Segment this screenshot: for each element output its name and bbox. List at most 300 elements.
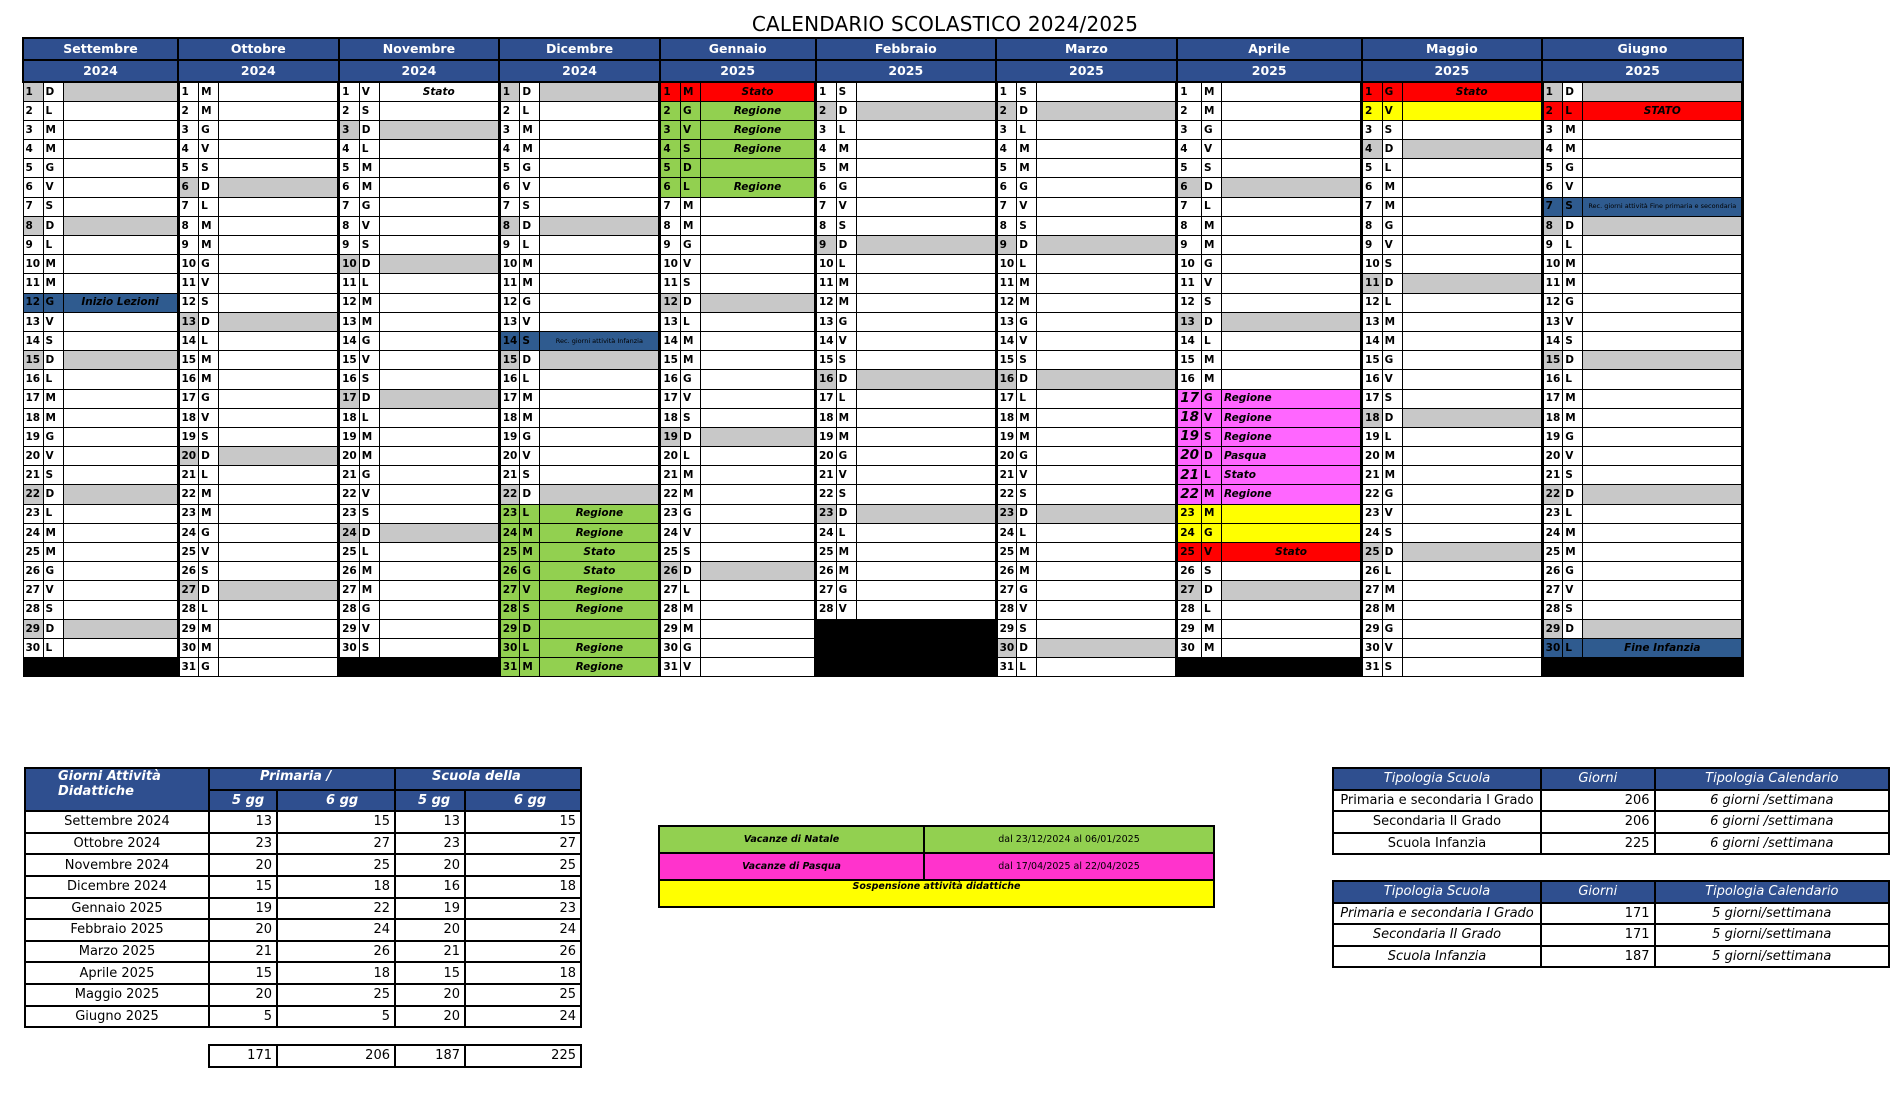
- day-number: 26: [1362, 562, 1383, 581]
- day-note: [1037, 485, 1177, 504]
- weekday-letter: M: [1202, 370, 1222, 389]
- day-note: [1583, 389, 1743, 408]
- weekday-letter: L: [1382, 562, 1402, 581]
- day-number: 17: [1542, 389, 1563, 408]
- day-note: [856, 216, 996, 235]
- day-note: [1402, 370, 1542, 389]
- day-note: [1583, 82, 1743, 101]
- day-number: 9: [996, 236, 1017, 255]
- day-note: [540, 178, 660, 197]
- day-number: 19: [499, 427, 520, 446]
- day-note: [219, 216, 339, 235]
- weekday-letter: G: [1563, 427, 1583, 446]
- day-note: [1583, 236, 1743, 255]
- weekday-letter: S: [520, 197, 540, 216]
- day-number: 20: [996, 447, 1017, 466]
- weekday-letter: M: [359, 159, 379, 178]
- weekday-letter: L: [1202, 466, 1222, 485]
- day-note: [219, 351, 339, 370]
- weekday-letter: L: [681, 581, 701, 600]
- day-number: 22: [178, 485, 199, 504]
- weekday-letter: L: [520, 370, 540, 389]
- day-note: [63, 638, 178, 657]
- day-number: 1: [1177, 82, 1202, 101]
- day-number: 16: [178, 370, 199, 389]
- month-year: 2024: [339, 60, 500, 82]
- day-note: [379, 255, 499, 274]
- weekday-letter: D: [1563, 351, 1583, 370]
- day-note: [379, 619, 499, 638]
- day-note: [540, 216, 660, 235]
- day-note: [856, 485, 996, 504]
- day-note: [1583, 120, 1743, 139]
- table-row: [25, 833, 581, 855]
- day-number: 7: [816, 197, 837, 216]
- weekday-letter: L: [1017, 389, 1037, 408]
- weekday-letter: G: [1202, 255, 1222, 274]
- weekday-letter: V: [681, 523, 701, 542]
- tipologia-cell: 225: [1541, 833, 1655, 855]
- day-note: [379, 274, 499, 293]
- weekday-letter: G: [43, 562, 63, 581]
- weekday-letter: M: [199, 351, 219, 370]
- weekday-letter: S: [359, 101, 379, 120]
- day-number: 31: [1362, 658, 1383, 677]
- weekday-letter: D: [836, 504, 856, 523]
- weekday-letter: M: [43, 274, 63, 293]
- calendar-row: [23, 427, 1743, 446]
- table-row: [25, 898, 581, 920]
- day-note: [1583, 600, 1743, 619]
- day-note: [1402, 581, 1542, 600]
- weekday-letter: M: [836, 274, 856, 293]
- weekday-letter: D: [199, 312, 219, 331]
- day-number: 1: [178, 82, 199, 101]
- weekday-letter: M: [1202, 216, 1222, 235]
- day-note: [63, 140, 178, 159]
- weekday-letter: S: [681, 140, 701, 159]
- day-note: [63, 447, 178, 466]
- empty-cell: [856, 658, 996, 677]
- day-note: [1222, 101, 1362, 120]
- day-number: 18: [499, 408, 520, 427]
- calendar-row: [23, 140, 1743, 159]
- weekday-letter: G: [681, 236, 701, 255]
- day-count: 27: [277, 833, 395, 855]
- day-number: 12: [499, 293, 520, 312]
- day-number: 25: [996, 543, 1017, 562]
- weekday-letter: M: [199, 485, 219, 504]
- weekday-letter: M: [1202, 485, 1222, 504]
- weekday-letter: V: [681, 255, 701, 274]
- day-note: [63, 485, 178, 504]
- day-note: [379, 293, 499, 312]
- tipologia-cell: Secondaria II Grado: [1333, 811, 1541, 833]
- weekday-letter: S: [1382, 255, 1402, 274]
- day-count: 13: [209, 811, 277, 833]
- weekday-letter: G: [520, 427, 540, 446]
- day-note: [1402, 638, 1542, 657]
- weekday-letter: D: [199, 447, 219, 466]
- empty-cell: [1542, 658, 1563, 677]
- calendar-row: [23, 255, 1743, 274]
- empty-cell: [856, 619, 996, 638]
- weekday-letter: V: [1563, 312, 1583, 331]
- day-note: [63, 389, 178, 408]
- day-number: 2: [339, 101, 360, 120]
- legend-table: [658, 825, 1215, 908]
- day-note: Stato: [379, 82, 499, 101]
- weekday-letter: M: [199, 216, 219, 235]
- day-note: [1037, 543, 1177, 562]
- weekday-letter: M: [520, 274, 540, 293]
- weekday-letter: S: [836, 351, 856, 370]
- day-note: [1037, 255, 1177, 274]
- day-number: 16: [1177, 370, 1202, 389]
- day-note: [1037, 581, 1177, 600]
- weekday-letter: V: [681, 120, 701, 139]
- day-note: [1402, 255, 1542, 274]
- day-number: 25: [178, 543, 199, 562]
- day-number: 4: [23, 140, 43, 159]
- day-note: [701, 159, 816, 178]
- day-number: 19: [1542, 427, 1563, 446]
- weekday-letter: G: [836, 178, 856, 197]
- day-count: 25: [277, 854, 395, 876]
- weekday-letter: L: [359, 274, 379, 293]
- day-number: 7: [660, 197, 681, 216]
- day-number: 2: [1542, 101, 1563, 120]
- day-number: 21: [499, 466, 520, 485]
- weekday-letter: S: [1563, 600, 1583, 619]
- day-note: [1402, 543, 1542, 562]
- day-number: 11: [23, 274, 43, 293]
- day-note: [1037, 274, 1177, 293]
- weekday-letter: L: [520, 236, 540, 255]
- weekday-letter: D: [43, 485, 63, 504]
- day-number: 29: [1542, 619, 1563, 638]
- day-note: [1583, 331, 1743, 350]
- weekday-letter: G: [359, 600, 379, 619]
- day-number: 25: [499, 543, 520, 562]
- weekday-letter: S: [1017, 216, 1037, 235]
- day-number: 15: [1177, 351, 1202, 370]
- legend-natale-range: dal 23/12/2024 al 06/01/2025: [924, 826, 1214, 853]
- day-note: [1583, 581, 1743, 600]
- day-number: 15: [660, 351, 681, 370]
- month-header: Settembre: [23, 38, 178, 60]
- weekday-letter: S: [359, 236, 379, 255]
- weekday-letter: V: [836, 331, 856, 350]
- empty-cell: [836, 658, 856, 677]
- day-note: [701, 216, 816, 235]
- day-number: 25: [816, 543, 837, 562]
- weekday-letter: D: [43, 82, 63, 101]
- day-number: 19: [816, 427, 837, 446]
- weekday-letter: M: [681, 466, 701, 485]
- day-note: [856, 274, 996, 293]
- month-label: Maggio 2025: [25, 984, 209, 1006]
- day-number: 13: [1362, 312, 1383, 331]
- day-count: 16: [395, 876, 465, 898]
- day-note: [540, 485, 660, 504]
- weekday-letter: M: [836, 140, 856, 159]
- day-count: 21: [395, 941, 465, 963]
- weekday-letter: V: [199, 274, 219, 293]
- day-number: 20: [660, 447, 681, 466]
- day-number: 26: [1177, 562, 1202, 581]
- day-note: [540, 159, 660, 178]
- weekday-letter: M: [199, 101, 219, 120]
- day-note: [540, 82, 660, 101]
- weekday-letter: M: [1202, 638, 1222, 657]
- table-row: [25, 1006, 581, 1028]
- day-number: 5: [23, 159, 43, 178]
- day-number: 12: [816, 293, 837, 312]
- weekday-letter: S: [1382, 120, 1402, 139]
- day-number: 9: [339, 236, 360, 255]
- day-note: [856, 504, 996, 523]
- day-number: 9: [660, 236, 681, 255]
- day-number: 21: [660, 466, 681, 485]
- day-note: [219, 178, 339, 197]
- day-number: 14: [816, 331, 837, 350]
- day-number: 24: [1362, 523, 1383, 542]
- weekday-letter: V: [520, 312, 540, 331]
- weekday-letter: G: [1382, 351, 1402, 370]
- day-note: [856, 408, 996, 427]
- weekday-letter: G: [1017, 447, 1037, 466]
- empty-cell: [43, 658, 63, 677]
- day-count: 21: [209, 941, 277, 963]
- empty-cell: [1583, 658, 1743, 677]
- calendar-row: [23, 312, 1743, 331]
- day-number: 21: [1177, 466, 1202, 485]
- day-number: 26: [499, 562, 520, 581]
- weekday-letter: M: [520, 120, 540, 139]
- day-note: [379, 312, 499, 331]
- day-number: 6: [1177, 178, 1202, 197]
- day-note: [1583, 293, 1743, 312]
- day-note: [856, 293, 996, 312]
- day-note: [856, 581, 996, 600]
- tipologia-cell: Secondaria II Grado: [1333, 924, 1541, 946]
- weekday-letter: M: [43, 408, 63, 427]
- weekday-letter: L: [1563, 638, 1583, 657]
- day-note: [1222, 274, 1362, 293]
- weekday-letter: M: [836, 562, 856, 581]
- weekday-letter: V: [359, 619, 379, 638]
- day-number: 12: [1362, 293, 1383, 312]
- day-note: [1037, 159, 1177, 178]
- day-number: 22: [996, 485, 1017, 504]
- day-note: [1402, 523, 1542, 542]
- weekday-letter: G: [359, 331, 379, 350]
- weekday-letter: D: [520, 82, 540, 101]
- day-number: 11: [1362, 274, 1383, 293]
- day-number: 7: [339, 197, 360, 216]
- day-count: 18: [277, 876, 395, 898]
- weekday-letter: G: [199, 658, 219, 677]
- day-number: 23: [499, 504, 520, 523]
- day-number: 11: [1177, 274, 1202, 293]
- day-note: [701, 427, 816, 446]
- day-number: 6: [1362, 178, 1383, 197]
- day-note: [540, 101, 660, 120]
- weekday-letter: S: [520, 331, 540, 350]
- tipologia-cell: 6 giorni /settimana: [1655, 811, 1889, 833]
- weekday-letter: M: [1563, 120, 1583, 139]
- day-number: 17: [23, 389, 43, 408]
- table-row: [25, 941, 581, 963]
- day-number: 20: [1362, 447, 1383, 466]
- day-number: 30: [23, 638, 43, 657]
- day-number: 29: [996, 619, 1017, 638]
- day-number: 17: [816, 389, 837, 408]
- weekday-letter: M: [681, 600, 701, 619]
- weekday-letter: M: [359, 562, 379, 581]
- day-note: [701, 312, 816, 331]
- day-number: 21: [1542, 466, 1563, 485]
- weekday-letter: S: [1202, 159, 1222, 178]
- weekday-letter: S: [681, 408, 701, 427]
- weekday-letter: M: [43, 389, 63, 408]
- day-number: 10: [23, 255, 43, 274]
- tipologia-cell: 5 giorni/settimana: [1655, 946, 1889, 968]
- day-number: 28: [1177, 600, 1202, 619]
- day-number: 4: [1542, 140, 1563, 159]
- weekday-letter: D: [1563, 485, 1583, 504]
- tipologia-header: Giorni: [1541, 881, 1655, 903]
- day-note: [1583, 523, 1743, 542]
- day-number: 12: [178, 293, 199, 312]
- weekday-letter: V: [43, 312, 63, 331]
- day-count: 25: [277, 984, 395, 1006]
- weekday-letter: M: [1382, 447, 1402, 466]
- day-note: [219, 331, 339, 350]
- day-note: [1402, 274, 1542, 293]
- weekday-letter: V: [836, 600, 856, 619]
- day-number: 14: [1177, 331, 1202, 350]
- day-count: 23: [209, 833, 277, 855]
- day-number: 8: [816, 216, 837, 235]
- day-number: 30: [1362, 638, 1383, 657]
- day-note: [1402, 562, 1542, 581]
- sub-header: 6 gg: [465, 790, 581, 812]
- weekday-letter: M: [359, 427, 379, 446]
- day-number: 2: [178, 101, 199, 120]
- weekday-letter: M: [199, 619, 219, 638]
- day-number: 5: [660, 159, 681, 178]
- day-number: 6: [339, 178, 360, 197]
- day-note: [1583, 447, 1743, 466]
- day-number: 28: [1542, 600, 1563, 619]
- day-note: [701, 504, 816, 523]
- month-label: Settembre 2024: [25, 811, 209, 833]
- table-row: [25, 984, 581, 1006]
- day-count: 18: [465, 962, 581, 984]
- day-note: [1583, 159, 1743, 178]
- weekday-letter: M: [681, 331, 701, 350]
- weekday-letter: V: [1563, 447, 1583, 466]
- weekday-letter: G: [1382, 82, 1402, 101]
- day-note: [63, 197, 178, 216]
- day-number: 14: [339, 331, 360, 350]
- table-row: [1333, 903, 1889, 925]
- day-number: 26: [178, 562, 199, 581]
- day-note: [1583, 351, 1743, 370]
- day-note: [856, 562, 996, 581]
- weekday-letter: S: [1017, 619, 1037, 638]
- weekday-letter: M: [199, 82, 219, 101]
- weekday-letter: L: [1017, 523, 1037, 542]
- day-note: [379, 638, 499, 657]
- day-note: [856, 312, 996, 331]
- weekday-letter: D: [836, 101, 856, 120]
- day-note: [1402, 331, 1542, 350]
- day-number: 27: [996, 581, 1017, 600]
- weekday-letter: L: [43, 638, 63, 657]
- day-note: [379, 140, 499, 159]
- weekday-letter: D: [836, 370, 856, 389]
- day-note: [701, 658, 816, 677]
- day-note: [540, 197, 660, 216]
- day-number: 16: [996, 370, 1017, 389]
- day-note: [1037, 619, 1177, 638]
- day-note: [219, 255, 339, 274]
- day-note: [1222, 638, 1362, 657]
- day-number: 23: [816, 504, 837, 523]
- weekday-letter: L: [520, 504, 540, 523]
- day-note: [856, 236, 996, 255]
- day-number: 28: [23, 600, 43, 619]
- day-note: [219, 523, 339, 542]
- day-count: 24: [465, 1006, 581, 1028]
- day-count: 26: [465, 941, 581, 963]
- day-note: [379, 504, 499, 523]
- total-count: 206: [277, 1045, 395, 1067]
- empty-cell: [359, 658, 379, 677]
- day-number: 19: [1362, 427, 1383, 446]
- day-note: [540, 466, 660, 485]
- tipologia-header: Tipologia Scuola: [1333, 768, 1541, 790]
- tipologia-cell: 171: [1541, 903, 1655, 925]
- day-number: 15: [1362, 351, 1383, 370]
- day-number: 26: [816, 562, 837, 581]
- day-note: [1037, 658, 1177, 677]
- day-note: [1402, 408, 1542, 427]
- day-note: [1222, 255, 1362, 274]
- weekday-letter: L: [681, 178, 701, 197]
- day-note: [219, 408, 339, 427]
- month-year: 2025: [1542, 60, 1743, 82]
- day-number: 16: [660, 370, 681, 389]
- day-number: 27: [499, 581, 520, 600]
- weekday-letter: M: [520, 389, 540, 408]
- day-number: 11: [178, 274, 199, 293]
- weekday-letter: S: [1202, 293, 1222, 312]
- day-count: 5: [277, 1006, 395, 1028]
- day-note: [379, 120, 499, 139]
- day-number: 17: [996, 389, 1017, 408]
- month-year: 2025: [996, 60, 1177, 82]
- day-number: 15: [499, 351, 520, 370]
- day-count: 20: [209, 984, 277, 1006]
- month-label: Dicembre 2024: [25, 876, 209, 898]
- day-note: [379, 408, 499, 427]
- weekday-letter: S: [1382, 658, 1402, 677]
- day-number: 24: [1542, 523, 1563, 542]
